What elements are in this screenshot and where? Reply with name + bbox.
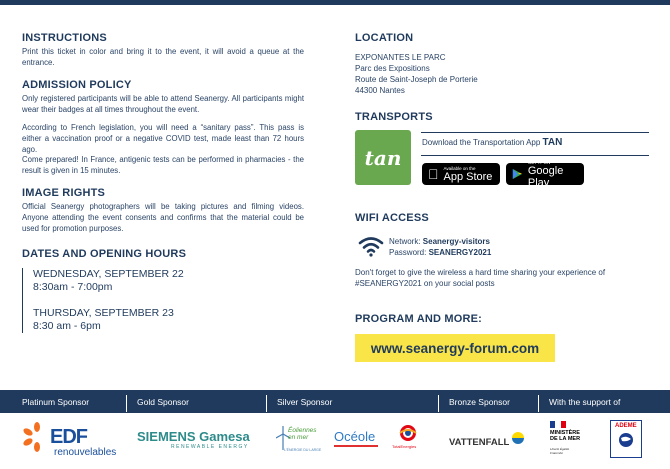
image-rights-section <box>22 187 304 234</box>
divider <box>421 155 649 156</box>
french-flag-icon <box>550 421 566 428</box>
sponsor-category: Bronze Sponsor <box>449 397 510 407</box>
eoliennes-logo-text: Éoliennes en mer <box>288 427 317 441</box>
ministere-logo-sub: Liberté Égalité Fraternité <box>550 447 570 455</box>
right-column <box>355 32 655 372</box>
transports-title: TRANSPORTS <box>355 111 433 123</box>
admission-title: ADMISSION POLICY <box>22 79 132 92</box>
siemens-logo-sub: RENEWABLE ENERGY <box>171 444 249 450</box>
admission-paragraph-3: Come prepared! In France, antigenic tests can be performed in pharmacies - the result is given in 15 minutes. <box>22 155 304 175</box>
ademe-logo-text: ADEME <box>615 423 637 429</box>
eoliennes-en-mer-logo <box>276 424 324 454</box>
divider <box>266 395 267 412</box>
apple-icon <box>428 166 439 182</box>
divider <box>538 395 539 412</box>
app-name: TAN <box>542 137 563 148</box>
download-label: Download the Transportation App <box>422 138 541 147</box>
ademe-globe-icon <box>618 432 634 448</box>
google-play-small: GET IT ON <box>527 159 551 165</box>
image-rights-title: IMAGE RIGHTS <box>22 187 106 200</box>
date-hours: 8:30 am - 6pm <box>33 320 101 333</box>
app-store-small: Available on the <box>433 165 465 171</box>
dates-section <box>22 248 304 333</box>
oceole-underline <box>334 445 378 447</box>
location-title: LOCATION <box>355 32 414 44</box>
admission-paragraph-1: Only registered participants will be able to attend Seanergy. All participants might wear their badges at all times throughout the event. <box>22 94 304 114</box>
wifi-title: WIFI ACCESS <box>355 212 429 224</box>
tan-logo-text: tan <box>364 145 402 170</box>
edf-logo <box>22 422 122 462</box>
instructions-text: Print this ticket in color and bring it to the event, it will avoid a queue at the entrance. <box>22 47 304 67</box>
wifi-credentials <box>389 237 491 258</box>
sponsor-category: With the support of <box>549 397 621 407</box>
network-label: Network: <box>389 237 421 246</box>
oceole-logo <box>334 428 384 452</box>
wifi-icon <box>358 235 384 257</box>
instructions-title: INSTRUCTIONS <box>22 32 107 44</box>
app-store-label <box>433 165 493 183</box>
admission-paragraph-2: According to French legislation, you will need a “sanitary pass”. This pass is either a vaccination proof or a negative COVID test, made least than 72 hours ago. <box>22 123 304 154</box>
sponsor-category: Gold Sponsor <box>137 397 189 407</box>
siemens-logo-text: SIEMENS Gamesa <box>137 429 250 444</box>
date-day: WEDNESDAY, SEPTEMBER 22 <box>33 268 184 281</box>
admission-section <box>22 79 304 176</box>
sponsor-category: Silver Sponsor <box>277 397 333 407</box>
google-play-big: Google Play <box>527 164 564 189</box>
network-value: Seanergy-visitors <box>422 237 490 246</box>
wifi-password <box>389 248 491 259</box>
divider <box>126 395 127 412</box>
totalenergies-icon <box>397 424 419 442</box>
top-border <box>0 0 670 5</box>
ministere-logo-text: MINISTÈRE DE LA MER <box>550 430 581 442</box>
ministere-de-la-mer-logo <box>550 421 590 461</box>
app-store-big: App Store <box>433 170 482 183</box>
program-title: PROGRAM AND MORE: <box>355 313 483 325</box>
location-line: 44300 Nantes <box>355 86 405 95</box>
edf-logo-sub: renouvelables <box>54 447 117 458</box>
app-store-button[interactable] <box>422 163 500 185</box>
google-play-label <box>528 160 578 189</box>
location-line: Route de Saint-Joseph de Porterie <box>355 75 478 84</box>
sponsor-category: Platinum Sponsor <box>22 397 90 407</box>
divider <box>438 395 439 412</box>
wifi-network <box>389 237 491 248</box>
totalenergies-logo-text: TotalEnergies <box>392 444 417 449</box>
divider <box>421 132 649 133</box>
dates-list <box>22 268 304 333</box>
oceole-logo-text: Océole <box>334 429 376 444</box>
vattenfall-icon <box>512 432 524 444</box>
program-link[interactable]: www.seanergy-forum.com <box>355 334 555 362</box>
date-hours: 8:30am - 7:00pm <box>33 281 113 294</box>
location-line: Parc des Expositions <box>355 64 430 73</box>
transport-download-text <box>422 137 562 148</box>
edf-sun-icon <box>22 422 52 452</box>
left-column <box>22 32 304 344</box>
dates-title: DATES AND OPENING HOURS <box>22 248 187 261</box>
edf-logo-text: EDF <box>50 426 87 448</box>
totalenergies-logo <box>392 424 426 454</box>
password-label: Password: <box>389 247 427 257</box>
location-line: EXPONANTES LE PARC <box>355 53 446 62</box>
vattenfall-logo <box>449 432 529 446</box>
tan-logo <box>355 130 411 185</box>
google-play-button[interactable] <box>506 159 584 189</box>
ademe-logo <box>610 420 642 458</box>
google-play-icon <box>512 167 523 181</box>
image-rights-text: Official Seanergy photographers will be taking pictures and filming videos. Anyone attending the event consents and confirms that the material could be used for promotion purposes. <box>22 202 304 233</box>
password-value: SEANERGY2021 <box>428 247 492 257</box>
date-day: THURSDAY, SEPTEMBER 23 <box>33 307 174 320</box>
siemens-gamesa-logo <box>137 428 257 454</box>
instructions-section <box>22 32 304 68</box>
share-text: Don't forget to give the wireless a hard time sharing your experience of #SEANERGY2021 on your social posts <box>355 268 606 288</box>
eoliennes-logo-sub: L'ÉNERGIE DU LARGE <box>284 448 322 452</box>
vattenfall-logo-text: VATTENFALL <box>449 437 510 448</box>
